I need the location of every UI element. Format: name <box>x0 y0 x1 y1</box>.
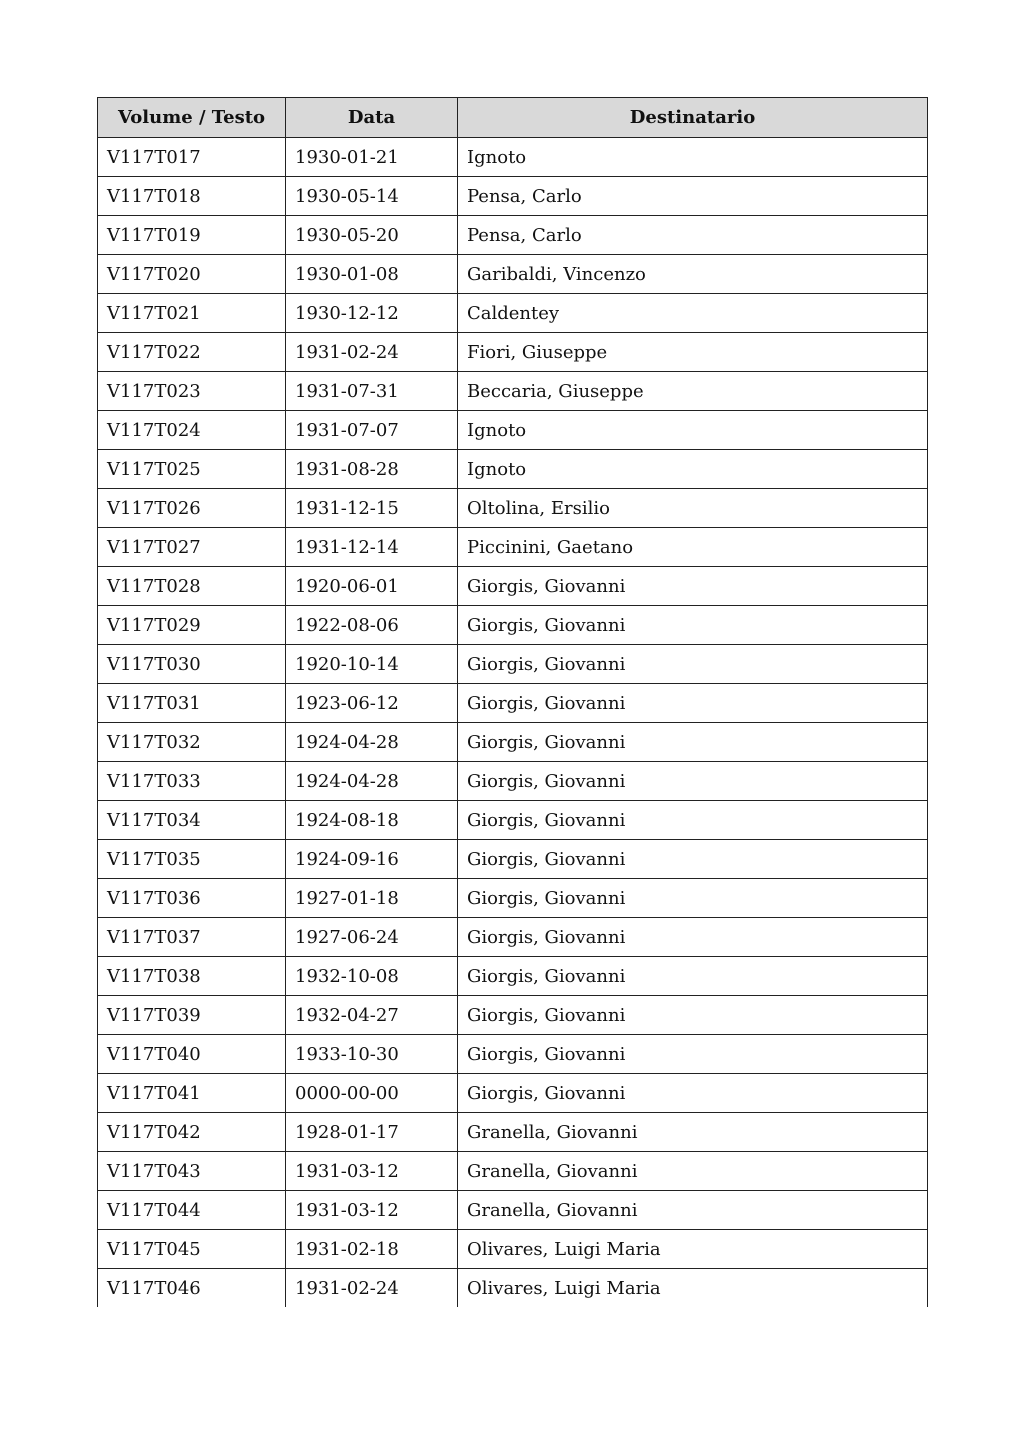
table-row <box>98 1152 928 1191</box>
table-body <box>98 138 928 1308</box>
volume-testo-cell: V117T034 <box>98 801 286 840</box>
table-row <box>98 684 928 723</box>
destinatario-cell: Olivares, Luigi Maria <box>458 1269 928 1308</box>
table-row <box>98 333 928 372</box>
table-row <box>98 957 928 996</box>
data-cell: 1931-12-15 <box>286 489 458 528</box>
table-row <box>98 1113 928 1152</box>
table-row <box>98 1035 928 1074</box>
destinatario-cell: Giorgis, Giovanni <box>458 567 928 606</box>
data-cell: 1930-05-20 <box>286 216 458 255</box>
destinatario-cell: Pensa, Carlo <box>458 216 928 255</box>
table-row <box>98 879 928 918</box>
data-cell: 1931-08-28 <box>286 450 458 489</box>
data-cell: 1931-02-24 <box>286 1269 458 1308</box>
column-header-volume-testo: Volume / Testo <box>98 98 286 138</box>
volume-testo-cell: V117T026 <box>98 489 286 528</box>
data-cell: 1930-01-21 <box>286 138 458 177</box>
table-row <box>98 567 928 606</box>
volume-testo-cell: V117T027 <box>98 528 286 567</box>
volume-testo-cell: V117T031 <box>98 684 286 723</box>
data-cell: 1931-12-14 <box>286 528 458 567</box>
table-row <box>98 177 928 216</box>
data-cell: 1930-01-08 <box>286 255 458 294</box>
volume-testo-cell: V117T044 <box>98 1191 286 1230</box>
destinatario-cell: Giorgis, Giovanni <box>458 879 928 918</box>
table-row <box>98 996 928 1035</box>
table-row <box>98 255 928 294</box>
volume-testo-cell: V117T036 <box>98 879 286 918</box>
volume-testo-cell: V117T042 <box>98 1113 286 1152</box>
destinatario-cell: Granella, Giovanni <box>458 1191 928 1230</box>
data-cell: 1920-10-14 <box>286 645 458 684</box>
volume-testo-cell: V117T039 <box>98 996 286 1035</box>
destinatario-cell: Ignoto <box>458 450 928 489</box>
data-cell: 1931-07-07 <box>286 411 458 450</box>
volume-testo-cell: V117T035 <box>98 840 286 879</box>
volume-testo-cell: V117T032 <box>98 723 286 762</box>
volume-testo-cell: V117T020 <box>98 255 286 294</box>
volume-testo-cell: V117T040 <box>98 1035 286 1074</box>
table-header <box>98 98 928 138</box>
destinatario-cell: Giorgis, Giovanni <box>458 762 928 801</box>
volume-testo-cell: V117T046 <box>98 1269 286 1308</box>
volume-testo-cell: V117T019 <box>98 216 286 255</box>
destinatario-cell: Giorgis, Giovanni <box>458 723 928 762</box>
destinatario-cell: Granella, Giovanni <box>458 1113 928 1152</box>
volume-testo-cell: V117T022 <box>98 333 286 372</box>
destinatario-cell: Oltolina, Ersilio <box>458 489 928 528</box>
volume-testo-cell: V117T041 <box>98 1074 286 1113</box>
table-row <box>98 372 928 411</box>
table-row <box>98 762 928 801</box>
table-row <box>98 1230 928 1269</box>
destinatario-cell: Giorgis, Giovanni <box>458 801 928 840</box>
destinatario-cell: Giorgis, Giovanni <box>458 1074 928 1113</box>
destinatario-cell: Fiori, Giuseppe <box>458 333 928 372</box>
destinatario-cell: Giorgis, Giovanni <box>458 996 928 1035</box>
destinatario-cell: Giorgis, Giovanni <box>458 840 928 879</box>
letters-table <box>97 97 928 1307</box>
data-cell: 1927-01-18 <box>286 879 458 918</box>
data-cell: 1924-08-18 <box>286 801 458 840</box>
data-cell: 1924-04-28 <box>286 762 458 801</box>
destinatario-cell: Olivares, Luigi Maria <box>458 1230 928 1269</box>
data-cell: 1928-01-17 <box>286 1113 458 1152</box>
destinatario-cell: Ignoto <box>458 411 928 450</box>
destinatario-cell: Ignoto <box>458 138 928 177</box>
table-row <box>98 294 928 333</box>
destinatario-cell: Giorgis, Giovanni <box>458 645 928 684</box>
volume-testo-cell: V117T043 <box>98 1152 286 1191</box>
data-cell: 1922-08-06 <box>286 606 458 645</box>
data-cell: 1930-12-12 <box>286 294 458 333</box>
data-cell: 1932-04-27 <box>286 996 458 1035</box>
table-row <box>98 138 928 177</box>
volume-testo-cell: V117T045 <box>98 1230 286 1269</box>
table-row <box>98 723 928 762</box>
header-row <box>98 98 928 138</box>
table-row <box>98 645 928 684</box>
destinatario-cell: Giorgis, Giovanni <box>458 606 928 645</box>
volume-testo-cell: V117T029 <box>98 606 286 645</box>
destinatario-cell: Granella, Giovanni <box>458 1152 928 1191</box>
data-cell: 1927-06-24 <box>286 918 458 957</box>
data-cell: 1924-04-28 <box>286 723 458 762</box>
table-row <box>98 840 928 879</box>
volume-testo-cell: V117T017 <box>98 138 286 177</box>
volume-testo-cell: V117T028 <box>98 567 286 606</box>
table-row <box>98 801 928 840</box>
volume-testo-cell: V117T021 <box>98 294 286 333</box>
data-cell: 1931-02-24 <box>286 333 458 372</box>
destinatario-cell: Beccaria, Giuseppe <box>458 372 928 411</box>
destinatario-cell: Giorgis, Giovanni <box>458 918 928 957</box>
volume-testo-cell: V117T023 <box>98 372 286 411</box>
column-header-data: Data <box>286 98 458 138</box>
data-cell: 1924-09-16 <box>286 840 458 879</box>
destinatario-cell: Giorgis, Giovanni <box>458 957 928 996</box>
table-row <box>98 489 928 528</box>
data-cell: 1931-02-18 <box>286 1230 458 1269</box>
data-cell: 1932-10-08 <box>286 957 458 996</box>
data-cell: 1930-05-14 <box>286 177 458 216</box>
data-cell: 1933-10-30 <box>286 1035 458 1074</box>
table-row <box>98 1074 928 1113</box>
data-cell: 0000-00-00 <box>286 1074 458 1113</box>
volume-testo-cell: V117T025 <box>98 450 286 489</box>
destinatario-cell: Pensa, Carlo <box>458 177 928 216</box>
destinatario-cell: Giorgis, Giovanni <box>458 1035 928 1074</box>
data-cell: 1931-03-12 <box>286 1191 458 1230</box>
data-cell: 1931-03-12 <box>286 1152 458 1191</box>
table-row <box>98 450 928 489</box>
volume-testo-cell: V117T037 <box>98 918 286 957</box>
table-row <box>98 918 928 957</box>
table-row <box>98 411 928 450</box>
destinatario-cell: Giorgis, Giovanni <box>458 684 928 723</box>
table-row <box>98 1269 928 1308</box>
data-cell: 1931-07-31 <box>286 372 458 411</box>
data-cell: 1920-06-01 <box>286 567 458 606</box>
data-cell: 1923-06-12 <box>286 684 458 723</box>
table-row <box>98 216 928 255</box>
destinatario-cell: Garibaldi, Vincenzo <box>458 255 928 294</box>
destinatario-cell: Caldentey <box>458 294 928 333</box>
table-row <box>98 528 928 567</box>
table-row <box>98 1191 928 1230</box>
volume-testo-cell: V117T038 <box>98 957 286 996</box>
volume-testo-cell: V117T018 <box>98 177 286 216</box>
volume-testo-cell: V117T033 <box>98 762 286 801</box>
volume-testo-cell: V117T030 <box>98 645 286 684</box>
table-row <box>98 606 928 645</box>
volume-testo-cell: V117T024 <box>98 411 286 450</box>
column-header-destinatario: Destinatario <box>458 98 928 138</box>
destinatario-cell: Piccinini, Gaetano <box>458 528 928 567</box>
